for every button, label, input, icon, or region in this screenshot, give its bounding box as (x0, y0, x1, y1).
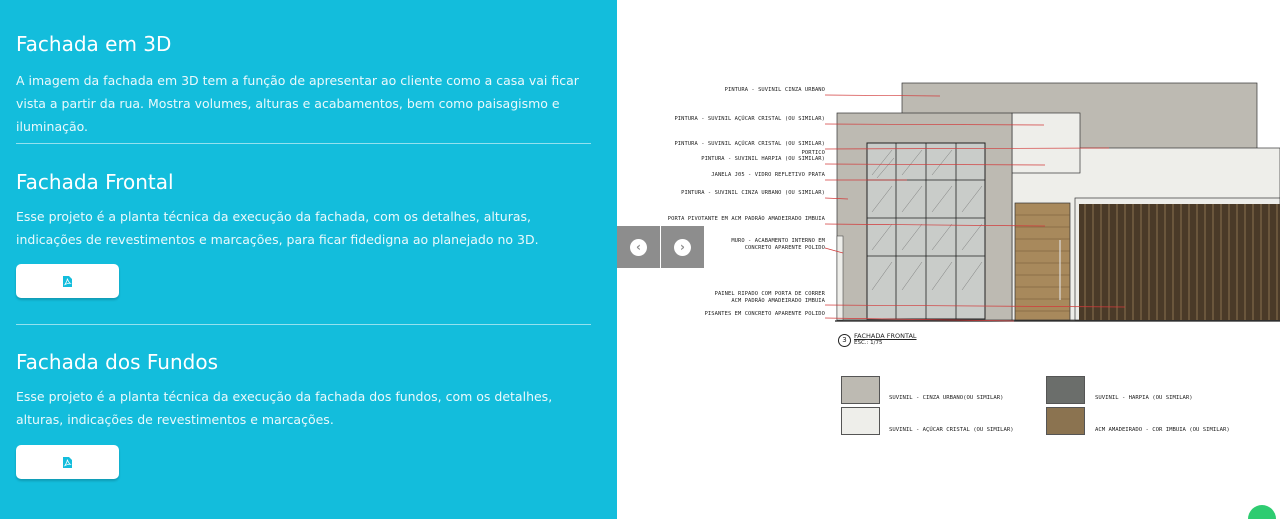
carousel-next-button[interactable] (661, 226, 704, 268)
section-divider (16, 143, 591, 144)
chevron-right-icon: › (674, 239, 691, 256)
drawing-scale: ESC.: 1/75 (854, 340, 883, 346)
drawing-title: FACHADA FRONTAL (854, 332, 917, 340)
legend-swatch (1046, 376, 1085, 404)
download-pdf-button[interactable] (16, 264, 119, 298)
annotation: PINTURA - SUVINIL CINZA URBANO (OU SIMILAR) (681, 190, 825, 196)
section-description: Esse projeto é a planta técnica da execução da fachada, com os detalhes, alturas, indicações de revestimentos e marcações, para ficar fidedigna ao planejado no 3D. (16, 209, 539, 247)
section-description: Esse projeto é a planta técnica da execução da fachada dos fundos, com os detalhes, alturas, indicações de revestimentos e marcações. (16, 389, 553, 427)
legend-swatch (1046, 407, 1085, 435)
facade-drawing-carousel (617, 0, 1280, 519)
facade-drawing (617, 0, 1280, 519)
drawing-label (838, 333, 917, 347)
annotation: PORTA PIVOTANTE EM ACM PADRÃO AMADEIRADO IMBUIA (667, 216, 825, 222)
drawing-number: 3 (838, 334, 851, 347)
pdf-icon (63, 457, 72, 468)
legend-label: SUVINIL - AÇÚCAR CRISTAL (OU SIMILAR) (889, 427, 1014, 433)
legend-swatch (841, 407, 880, 435)
annotation: PAINEL RIPADO COM PORTA DE CORRER (714, 291, 825, 297)
section-fachada-frontal (16, 169, 591, 251)
download-pdf-button[interactable] (16, 445, 119, 479)
chevron-left-icon: ‹ (630, 239, 647, 256)
section-title: Fachada em 3D (16, 32, 172, 56)
annotation: PINTURA - SUVINIL CINZA URBANO (724, 87, 825, 93)
annotation: PISANTES EM CONCRETO APARENTE POLIDO (704, 311, 825, 317)
pdf-icon (63, 276, 72, 287)
section-divider (16, 324, 591, 325)
legend-swatch (841, 376, 880, 404)
annotation: MURO - ACABAMENTO INTERNO EM (731, 238, 825, 244)
section-title: Fachada dos Fundos (16, 350, 218, 374)
section-title: Fachada Frontal (16, 170, 174, 194)
legend-label: ACM AMADEIRADO - COR IMBUIA (OU SIMILAR) (1095, 427, 1230, 433)
info-panel (0, 0, 617, 519)
annotation: PINTURA - SUVINIL HARPIA (OU SIMILAR) (701, 156, 825, 162)
section-fachada-fundos (16, 349, 591, 431)
section-fachada-3d (16, 31, 591, 138)
annotation: JANELA J05 - VIDRO REFLETIVO PRATA (711, 172, 825, 178)
annotation: PORTICO (801, 150, 825, 156)
annotation: CONCRETO APARENTE POLIDO (744, 245, 825, 251)
legend-label: SUVINIL - HARPIA (OU SIMILAR) (1095, 395, 1193, 401)
annotation: PINTURA - SUVINIL AÇÚCAR CRISTAL (OU SIMILAR) (674, 116, 825, 122)
annotation: ACM PADRÃO AMADEIRADO IMBUIA (731, 298, 825, 304)
carousel-prev-button[interactable] (617, 226, 660, 268)
legend-label: SUVINIL - CINZA URBANO(OU SIMILAR) (889, 395, 1004, 401)
annotation: PINTURA - SUVINIL AÇÚCAR CRISTAL (OU SIMILAR) (674, 141, 825, 147)
section-description: A imagem da fachada em 3D tem a função de apresentar ao cliente como a casa vai ficar vista a partir da rua. Mostra volumes, alturas e acabamentos, bem como paisagismo e iluminação. (16, 73, 579, 134)
